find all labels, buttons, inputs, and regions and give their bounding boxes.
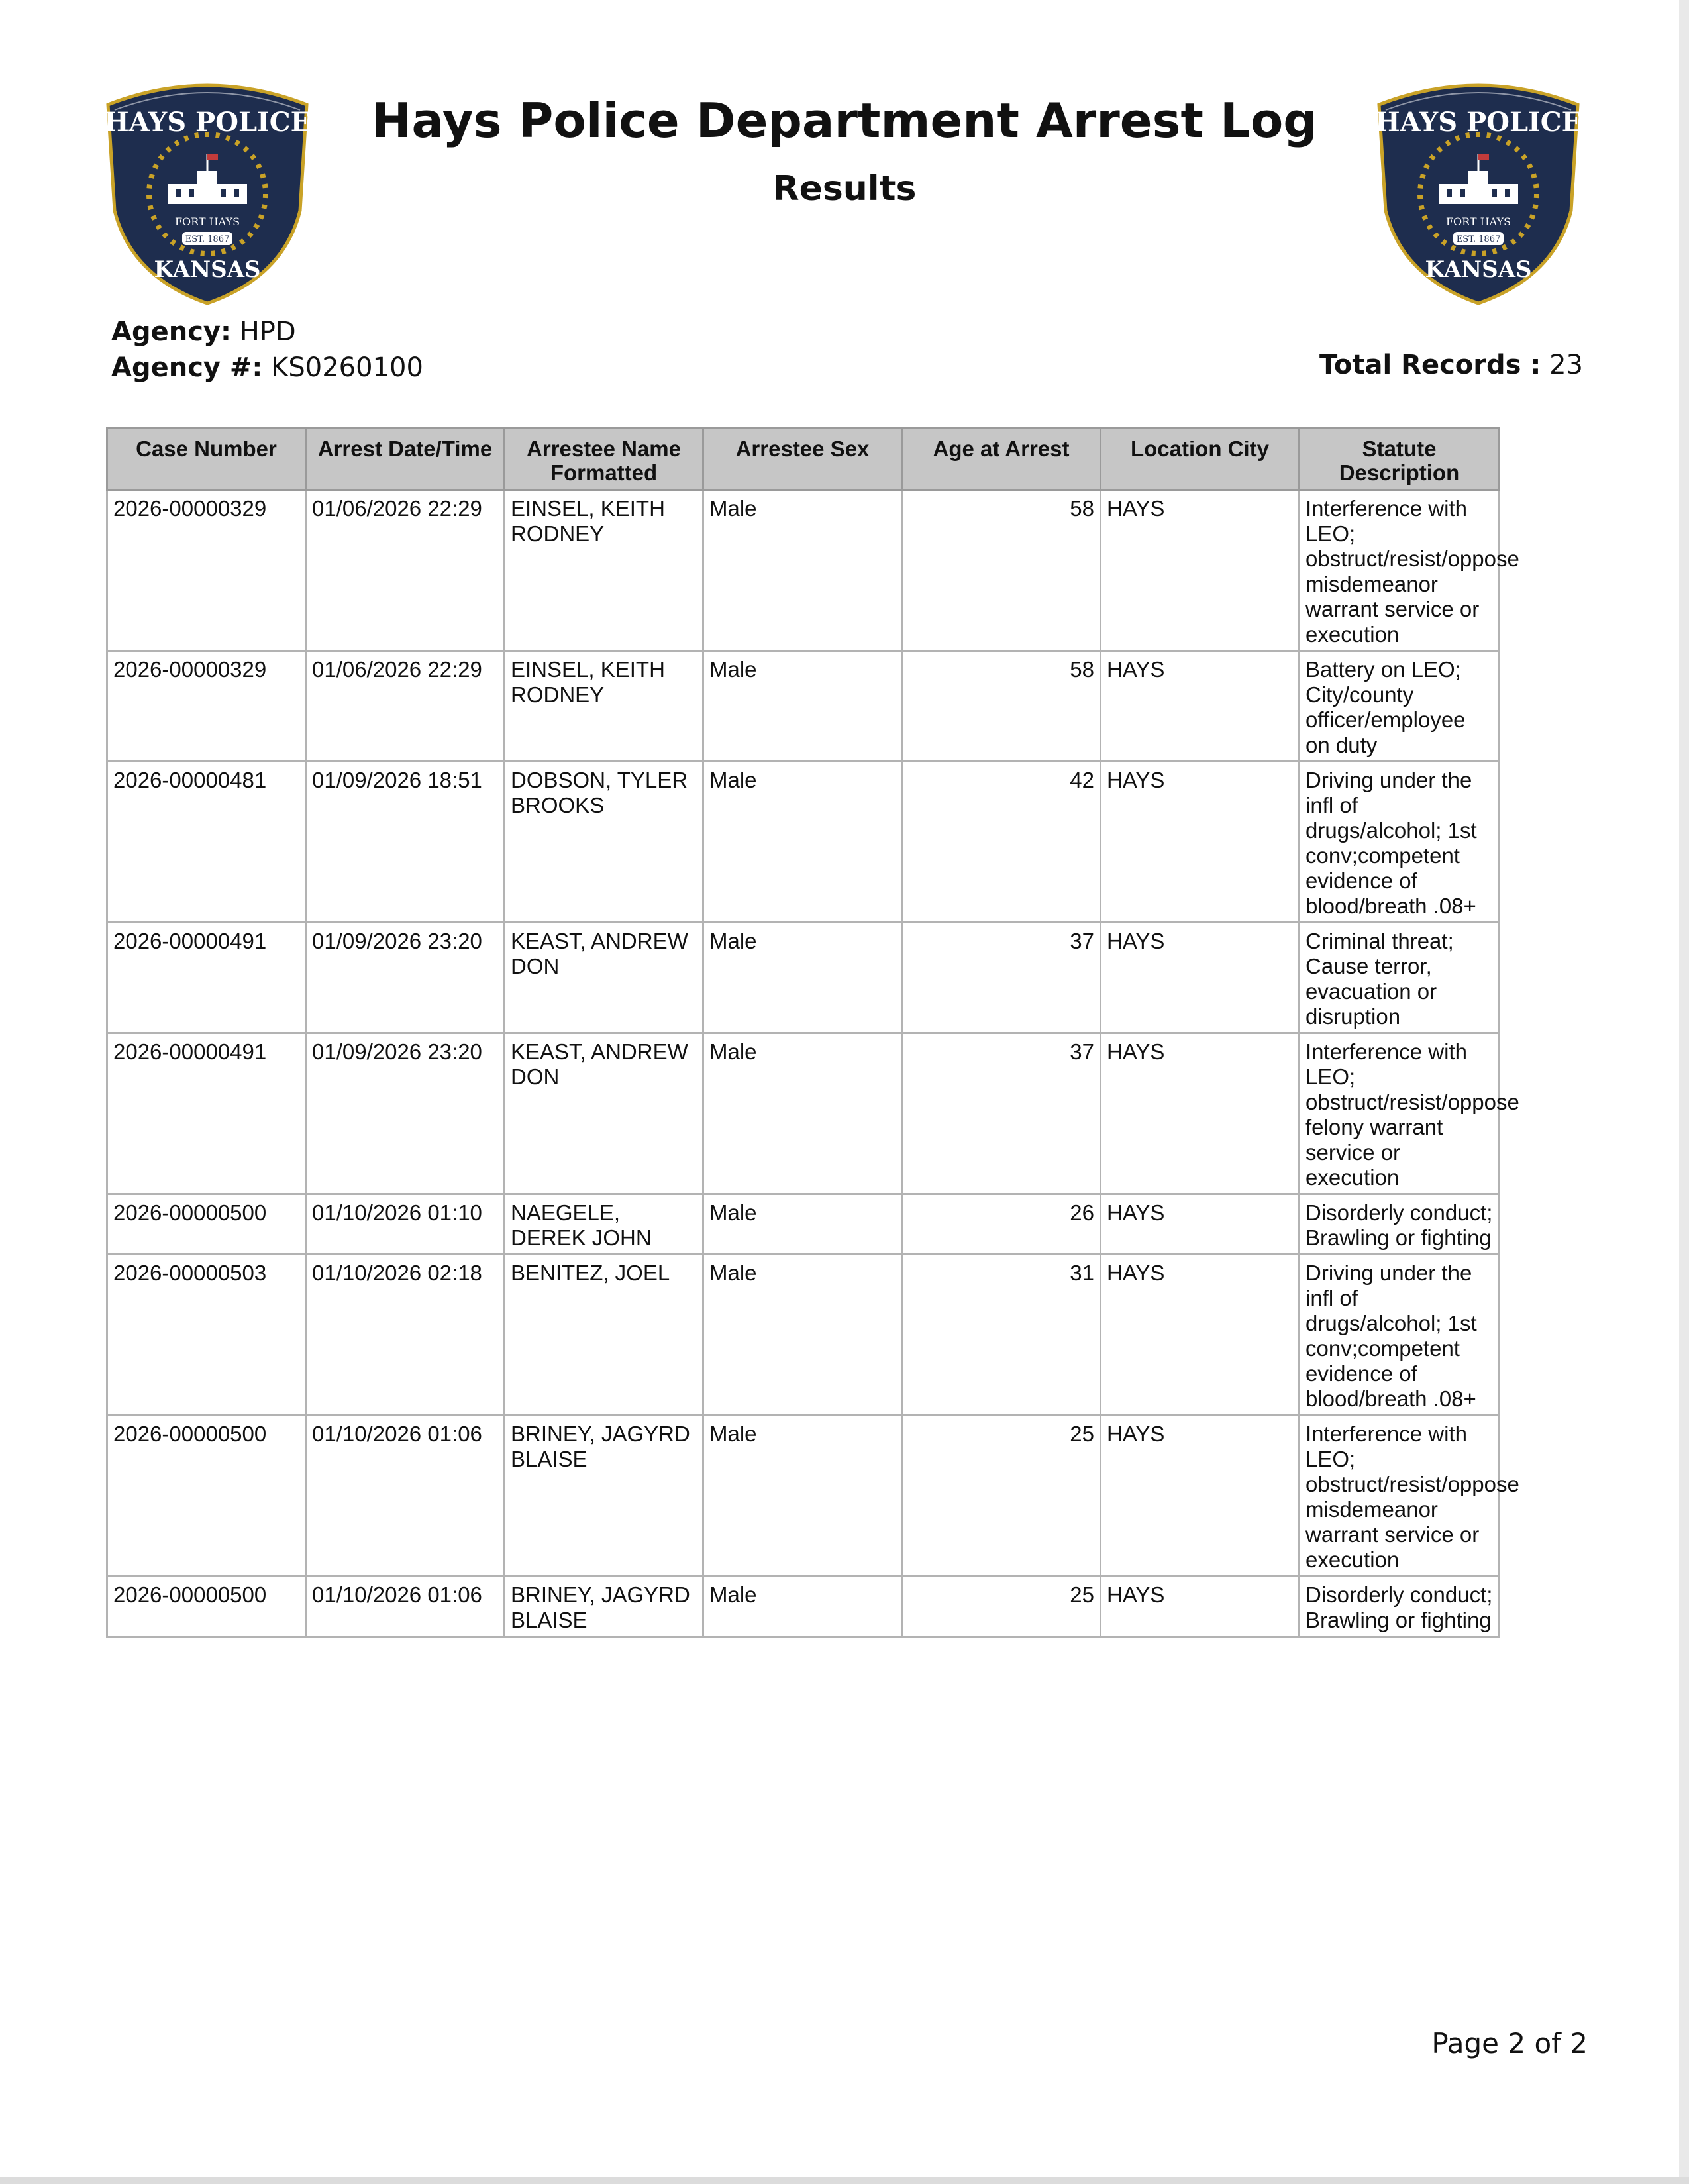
badge-top-text: HAYS POLICE — [1374, 107, 1582, 138]
page-number: Page 2 of 2 — [1431, 2027, 1588, 2059]
location-city-cell: HAYS — [1101, 1255, 1300, 1416]
arrest-datetime-cell: 01/09/2026 23:20 — [306, 1033, 505, 1194]
agency-label: Agency: — [111, 317, 231, 347]
arrestee-name-cell: DOBSON, TYLER BROOKS — [505, 762, 703, 923]
agency-value: HPD — [239, 317, 296, 347]
arrestee-sex-cell: Male — [703, 490, 902, 651]
case-number-cell: 2026-00000329 — [107, 490, 306, 651]
case-number-cell: 2026-00000503 — [107, 1255, 306, 1416]
agency-number-label: Agency #: — [111, 352, 263, 383]
age-cell: 58 — [902, 651, 1101, 762]
arrest-datetime-cell: 01/10/2026 02:18 — [306, 1255, 505, 1416]
arrestee-name-cell: EINSEL, KEITH RODNEY — [505, 651, 703, 762]
location-city-cell: HAYS — [1101, 1033, 1300, 1194]
statute-description-cell: Interference with LEO; obstruct/resist/oppose felony warrant service or execution — [1300, 1033, 1500, 1194]
scan-edge — [0, 2177, 1689, 2184]
arrestee-sex-cell: Male — [703, 1416, 902, 1577]
badge-est-text: EST. 1867 — [185, 234, 230, 244]
location-city-cell: HAYS — [1101, 762, 1300, 923]
arrest-datetime-cell: 01/09/2026 23:20 — [306, 923, 505, 1033]
scan-edge — [1679, 0, 1689, 2184]
location-city-cell: HAYS — [1101, 651, 1300, 762]
table-row — [107, 651, 1500, 762]
table-row — [107, 1255, 1500, 1416]
arrestee-sex-cell: Male — [703, 1255, 902, 1416]
table-header-row — [107, 429, 1500, 490]
column-header: Arrestee Sex — [703, 429, 902, 490]
statute-description-cell: Driving under the infl of drugs/alcohol; 1st conv;competent evidence of blood/breath .08+ — [1300, 1255, 1500, 1416]
total-records-label: Total Records : — [1319, 350, 1541, 380]
total-records-value: 23 — [1549, 350, 1583, 380]
arrest-datetime-cell: 01/09/2026 18:51 — [306, 762, 505, 923]
agency-number-line — [111, 352, 423, 383]
location-city-cell: HAYS — [1101, 1577, 1300, 1637]
column-header: Location City — [1101, 429, 1300, 490]
arrest-datetime-cell: 01/10/2026 01:10 — [306, 1194, 505, 1255]
age-cell: 26 — [902, 1194, 1101, 1255]
agency-line — [111, 317, 296, 347]
arrestee-name-cell: EINSEL, KEITH RODNEY — [505, 490, 703, 651]
case-number-cell: 2026-00000329 — [107, 651, 306, 762]
badge-bottom-text: KANSAS — [154, 256, 261, 283]
table-row — [107, 490, 1500, 651]
case-number-cell: 2026-00000500 — [107, 1577, 306, 1637]
location-city-cell: HAYS — [1101, 923, 1300, 1033]
location-city-cell: HAYS — [1101, 490, 1300, 651]
age-cell: 37 — [902, 1033, 1101, 1194]
table-row — [107, 1577, 1500, 1637]
age-cell: 37 — [902, 923, 1101, 1033]
table-row — [107, 923, 1500, 1033]
case-number-cell: 2026-00000491 — [107, 1033, 306, 1194]
arrestee-sex-cell: Male — [703, 923, 902, 1033]
table-row — [107, 1416, 1500, 1577]
badge-middle-text: FORT HAYS — [174, 215, 240, 228]
page-subtitle: Results — [772, 169, 917, 209]
statute-description-cell: Disorderly conduct; Brawling or fighting — [1300, 1194, 1500, 1255]
case-number-cell: 2026-00000491 — [107, 923, 306, 1033]
arrestee-name-cell: NAEGELE, DEREK JOHN — [505, 1194, 703, 1255]
statute-description-cell: Criminal threat; Cause terror, evacuation or disruption — [1300, 923, 1500, 1033]
arrestee-sex-cell: Male — [703, 651, 902, 762]
arrestee-name-cell: BRINEY, JAGYRD BLAISE — [505, 1577, 703, 1637]
statute-description-cell: Driving under the infl of drugs/alcohol; 1st conv;competent evidence of blood/breath .08+ — [1300, 762, 1500, 923]
badge-middle-text: FORT HAYS — [1445, 215, 1511, 228]
age-cell: 25 — [902, 1577, 1101, 1637]
table-row — [107, 1033, 1500, 1194]
page-title: Hays Police Department Arrest Log — [372, 93, 1317, 148]
police-badge-logo — [101, 78, 313, 307]
arrest-datetime-cell: 01/10/2026 01:06 — [306, 1577, 505, 1637]
column-header: Statute Description — [1300, 429, 1500, 490]
arrest-log-table — [106, 427, 1519, 1638]
agency-number-value: KS0260100 — [271, 352, 423, 383]
age-cell: 42 — [902, 762, 1101, 923]
location-city-cell: HAYS — [1101, 1416, 1300, 1577]
case-number-cell: 2026-00000500 — [107, 1194, 306, 1255]
arrestee-name-cell: KEAST, ANDREW DON — [505, 923, 703, 1033]
age-cell: 25 — [902, 1416, 1101, 1577]
case-number-cell: 2026-00000500 — [107, 1416, 306, 1577]
arrestee-name-cell: BRINEY, JAGYRD BLAISE — [505, 1416, 703, 1577]
arrest-datetime-cell: 01/06/2026 22:29 — [306, 651, 505, 762]
statute-description-cell: Interference with LEO; obstruct/resist/oppose misdemeanor warrant service or execution — [1300, 490, 1500, 651]
column-header: Arrestee Name Formatted — [505, 429, 703, 490]
police-badge-logo — [1372, 78, 1584, 307]
arrestee-name-cell: BENITEZ, JOEL — [505, 1255, 703, 1416]
arrestee-sex-cell: Male — [703, 1194, 902, 1255]
arrestee-sex-cell: Male — [703, 762, 902, 923]
arrestee-sex-cell: Male — [703, 1033, 902, 1194]
statute-description-cell: Interference with LEO; obstruct/resist/oppose misdemeanor warrant service or execution — [1300, 1416, 1500, 1577]
statute-description-cell: Battery on LEO; City/county officer/employee on duty — [1300, 651, 1500, 762]
total-records — [1319, 350, 1583, 380]
badge-bottom-text: KANSAS — [1425, 256, 1532, 283]
column-header: Age at Arrest — [902, 429, 1101, 490]
badge-top-text: HAYS POLICE — [103, 107, 311, 138]
age-cell: 58 — [902, 490, 1101, 651]
arrestee-sex-cell: Male — [703, 1577, 902, 1637]
column-header: Case Number — [107, 429, 306, 490]
table-row — [107, 1194, 1500, 1255]
arrestee-name-cell: KEAST, ANDREW DON — [505, 1033, 703, 1194]
age-cell: 31 — [902, 1255, 1101, 1416]
arrest-datetime-cell: 01/06/2026 22:29 — [306, 490, 505, 651]
badge-est-text: EST. 1867 — [1456, 234, 1501, 244]
column-header: Arrest Date/Time — [306, 429, 505, 490]
table-row — [107, 762, 1500, 923]
statute-description-cell: Disorderly conduct; Brawling or fighting — [1300, 1577, 1500, 1637]
location-city-cell: HAYS — [1101, 1194, 1300, 1255]
arrest-datetime-cell: 01/10/2026 01:06 — [306, 1416, 505, 1577]
case-number-cell: 2026-00000481 — [107, 762, 306, 923]
